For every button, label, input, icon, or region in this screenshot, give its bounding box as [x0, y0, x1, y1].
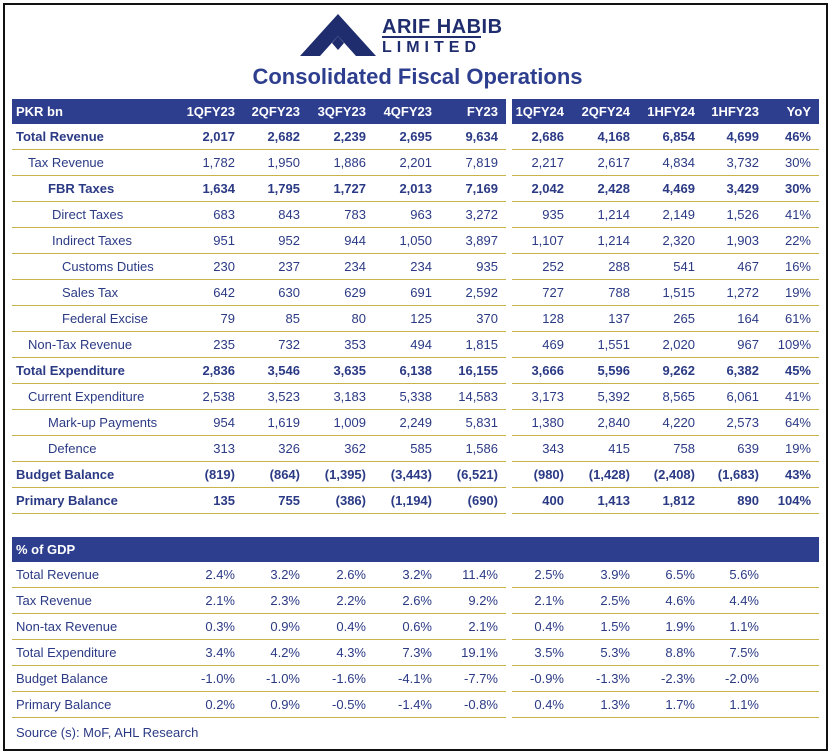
table-cell: 2,239: [308, 124, 374, 150]
table-row: [12, 176, 819, 202]
table-cell: 7.5%: [703, 640, 767, 666]
table-cell: 2,017: [170, 124, 243, 150]
column-header: 1HFY23: [703, 99, 767, 124]
table-cell: 2,428: [572, 176, 638, 202]
row-label: Tax Revenue: [12, 150, 170, 176]
table-header-row: [12, 99, 819, 124]
table-cell: 755: [243, 488, 308, 514]
row-label: FBR Taxes: [12, 176, 170, 202]
table-cell: 16,155: [440, 358, 506, 384]
row-label: Current Expenditure: [12, 384, 170, 410]
table-cell: 3.2%: [243, 562, 308, 588]
table-cell: 7,169: [440, 176, 506, 202]
table-row: [12, 462, 819, 488]
table-cell: 951: [170, 228, 243, 254]
table-cell: 362: [308, 436, 374, 462]
table-cell: 6,382: [703, 358, 767, 384]
row-label: Defence: [12, 436, 170, 462]
table-cell: 353: [308, 332, 374, 358]
table-cell: 164: [703, 306, 767, 332]
row-label: Total Revenue: [12, 562, 170, 588]
table-cell: 467: [703, 254, 767, 280]
table-cell: 1,272: [703, 280, 767, 306]
table-cell: -1.0%: [170, 666, 243, 692]
table-cell: 125: [374, 306, 440, 332]
row-label: Mark-up Payments: [12, 410, 170, 436]
table-cell: 1,886: [308, 150, 374, 176]
table-row: [12, 228, 819, 254]
table-cell: (864): [243, 462, 308, 488]
table-cell: 954: [170, 410, 243, 436]
table-row: [12, 306, 819, 332]
table-cell: 8,565: [638, 384, 703, 410]
table-cell: 1,950: [243, 150, 308, 176]
table-cell: 1.7%: [638, 692, 703, 718]
table-row: [12, 410, 819, 436]
table-cell: 3,173: [512, 384, 572, 410]
table-cell: 843: [243, 202, 308, 228]
table-cell: 1,107: [512, 228, 572, 254]
table-cell: 788: [572, 280, 638, 306]
table-cell: 642: [170, 280, 243, 306]
table-cell: 4.4%: [703, 588, 767, 614]
row-label: Total Revenue: [12, 124, 170, 150]
table-cell: 370: [440, 306, 506, 332]
table-cell: 2.5%: [512, 562, 572, 588]
table-cell: 237: [243, 254, 308, 280]
table-cell: -2.3%: [638, 666, 703, 692]
table-cell: 630: [243, 280, 308, 306]
table-cell: 944: [308, 228, 374, 254]
table-cell: 5.3%: [572, 640, 638, 666]
table-cell: 2,686: [512, 124, 572, 150]
table-cell: 7,819: [440, 150, 506, 176]
table-cell: 9,262: [638, 358, 703, 384]
table-cell: 683: [170, 202, 243, 228]
table-cell: 265: [638, 306, 703, 332]
table-cell: 5,392: [572, 384, 638, 410]
table-cell: 1.3%: [572, 692, 638, 718]
table-cell: 9,634: [440, 124, 506, 150]
fiscal-table-pkr: [12, 99, 819, 514]
table-cell: 1,815: [440, 332, 506, 358]
table-cell: 2,592: [440, 280, 506, 306]
table-cell: 2.6%: [374, 588, 440, 614]
table-cell: 235: [170, 332, 243, 358]
table-cell: 2,695: [374, 124, 440, 150]
table-row: [12, 150, 819, 176]
row-label: Primary Balance: [12, 488, 170, 514]
table-cell: 3.4%: [170, 640, 243, 666]
table-cell: -0.5%: [308, 692, 374, 718]
table-cell: 2.6%: [308, 562, 374, 588]
table-cell: 5,596: [572, 358, 638, 384]
table-cell: 1,050: [374, 228, 440, 254]
table-cell: 967: [703, 332, 767, 358]
table-cell: 963: [374, 202, 440, 228]
table-cell: (980): [512, 462, 572, 488]
table-cell: 3,429: [703, 176, 767, 202]
triangle-logo-icon: [300, 12, 376, 56]
table-cell: 494: [374, 332, 440, 358]
table-cell: 4,699: [703, 124, 767, 150]
table-cell: 64%: [767, 410, 819, 436]
table-cell: 6,138: [374, 358, 440, 384]
table-cell: 326: [243, 436, 308, 462]
table-cell: 1.1%: [703, 692, 767, 718]
table-cell: 1,795: [243, 176, 308, 202]
table-cell: (1,683): [703, 462, 767, 488]
table-cell: 0.3%: [170, 614, 243, 640]
table-cell: (3,443): [374, 462, 440, 488]
table-cell: 2.4%: [170, 562, 243, 588]
table-cell: 43%: [767, 462, 819, 488]
table-cell: 3,183: [308, 384, 374, 410]
table-cell: (386): [308, 488, 374, 514]
table-cell: 541: [638, 254, 703, 280]
row-label: Budget Balance: [12, 666, 170, 692]
table-cell: 109%: [767, 332, 819, 358]
table-cell: 3.2%: [374, 562, 440, 588]
table-cell: -1.4%: [374, 692, 440, 718]
table-cell: 2,201: [374, 150, 440, 176]
table-cell: 41%: [767, 202, 819, 228]
table-cell: 313: [170, 436, 243, 462]
table-cell: -1.6%: [308, 666, 374, 692]
table-cell: 1,586: [440, 436, 506, 462]
table-cell: 4,220: [638, 410, 703, 436]
table-cell: 1,214: [572, 228, 638, 254]
table-cell: 1,515: [638, 280, 703, 306]
table-cell: 0.6%: [374, 614, 440, 640]
row-label: Total Expenditure: [12, 640, 170, 666]
table-cell: 585: [374, 436, 440, 462]
table-cell: [767, 562, 819, 588]
table-cell: 1.1%: [703, 614, 767, 640]
table-cell: 1,727: [308, 176, 374, 202]
table-row: [12, 562, 819, 588]
table-row: [12, 692, 819, 718]
table-cell: 19%: [767, 280, 819, 306]
table-cell: 288: [572, 254, 638, 280]
table-cell: -7.7%: [440, 666, 506, 692]
column-header: 1HFY24: [638, 99, 703, 124]
page-title: Consolidated Fiscal Operations: [252, 64, 583, 89]
table-cell: 5,338: [374, 384, 440, 410]
table-cell: 6,061: [703, 384, 767, 410]
table-cell: (6,521): [440, 462, 506, 488]
table-row: [12, 488, 819, 514]
table-cell: 8.8%: [638, 640, 703, 666]
table-cell: 2.1%: [170, 588, 243, 614]
table-cell: 732: [243, 332, 308, 358]
table-cell: 2.5%: [572, 588, 638, 614]
table-cell: (2,408): [638, 462, 703, 488]
table-cell: [767, 692, 819, 718]
table-cell: 85: [243, 306, 308, 332]
table-cell: 5,831: [440, 410, 506, 436]
table-cell: 2,149: [638, 202, 703, 228]
table-cell: 935: [440, 254, 506, 280]
table-row: [12, 614, 819, 640]
table-cell: 252: [512, 254, 572, 280]
table-cell: 3,523: [243, 384, 308, 410]
table-cell: 79: [170, 306, 243, 332]
column-header: 2QFY23: [243, 99, 308, 124]
table-cell: 400: [512, 488, 572, 514]
table-cell: [767, 640, 819, 666]
table-cell: 6,854: [638, 124, 703, 150]
table-cell: -0.8%: [440, 692, 506, 718]
row-label: Total Expenditure: [12, 358, 170, 384]
table-cell: 30%: [767, 176, 819, 202]
table-cell: 469: [512, 332, 572, 358]
table-cell: 629: [308, 280, 374, 306]
table-cell: 80: [308, 306, 374, 332]
table-cell: 3,635: [308, 358, 374, 384]
table-cell: 2,020: [638, 332, 703, 358]
table-cell: 343: [512, 436, 572, 462]
table-cell: [767, 588, 819, 614]
table-cell: 41%: [767, 384, 819, 410]
table-cell: 1.9%: [638, 614, 703, 640]
table-cell: 727: [512, 280, 572, 306]
row-label: Sales Tax: [12, 280, 170, 306]
column-header: 1QFY24: [512, 99, 572, 124]
table-cell: 0.2%: [170, 692, 243, 718]
column-header: YoY: [767, 99, 819, 124]
column-header: 2QFY24: [572, 99, 638, 124]
row-label: Budget Balance: [12, 462, 170, 488]
table-cell: -0.9%: [512, 666, 572, 692]
table-cell: 0.4%: [512, 614, 572, 640]
table-cell: 46%: [767, 124, 819, 150]
table-cell: 2,013: [374, 176, 440, 202]
table-cell: -1.0%: [243, 666, 308, 692]
table-cell: 2,836: [170, 358, 243, 384]
table-cell: (819): [170, 462, 243, 488]
row-label: Tax Revenue: [12, 588, 170, 614]
table-row: [12, 358, 819, 384]
table-cell: 128: [512, 306, 572, 332]
source-note: Source (s): MoF, AHL Research: [16, 725, 199, 740]
table-cell: 3.5%: [512, 640, 572, 666]
table-cell: 2.1%: [440, 614, 506, 640]
table-cell: (1,395): [308, 462, 374, 488]
table-cell: 2.2%: [308, 588, 374, 614]
table-cell: 2,249: [374, 410, 440, 436]
table-cell: 104%: [767, 488, 819, 514]
table-cell: 4.3%: [308, 640, 374, 666]
table-cell: 5.6%: [703, 562, 767, 588]
table-row: [12, 254, 819, 280]
brand-name: ARIF HABIB: [382, 16, 503, 38]
table-cell: 19.1%: [440, 640, 506, 666]
table-cell: 1,812: [638, 488, 703, 514]
table-cell: 7.3%: [374, 640, 440, 666]
table-cell: 4.2%: [243, 640, 308, 666]
table-cell: 2,617: [572, 150, 638, 176]
table-cell: 415: [572, 436, 638, 462]
column-header: 1QFY23: [170, 99, 243, 124]
table-cell: 1,903: [703, 228, 767, 254]
table-cell: 135: [170, 488, 243, 514]
table-cell: 1,009: [308, 410, 374, 436]
table-cell: 19%: [767, 436, 819, 462]
table-cell: 1,634: [170, 176, 243, 202]
table-cell: 1,619: [243, 410, 308, 436]
table-cell: 1,214: [572, 202, 638, 228]
table-header-row: [12, 537, 819, 562]
table-cell: 1.5%: [572, 614, 638, 640]
table-cell: (690): [440, 488, 506, 514]
table-cell: [767, 614, 819, 640]
table-cell: 11.4%: [440, 562, 506, 588]
table-cell: 4,834: [638, 150, 703, 176]
column-header: 4QFY23: [374, 99, 440, 124]
table-row: [12, 280, 819, 306]
table-cell: 234: [308, 254, 374, 280]
table-cell: 1,526: [703, 202, 767, 228]
table-cell: (1,428): [572, 462, 638, 488]
table-cell: 3,666: [512, 358, 572, 384]
table-row: [12, 666, 819, 692]
table-cell: 1,380: [512, 410, 572, 436]
table-cell: 61%: [767, 306, 819, 332]
table-cell: 2.3%: [243, 588, 308, 614]
brand-logo: [300, 12, 540, 58]
table-row: [12, 640, 819, 666]
table-cell: 16%: [767, 254, 819, 280]
table-cell: 890: [703, 488, 767, 514]
header-label: PKR bn: [12, 99, 170, 124]
table-cell: [767, 666, 819, 692]
table-row: [12, 332, 819, 358]
row-label: Customs Duties: [12, 254, 170, 280]
table-cell: 3.9%: [572, 562, 638, 588]
table-cell: 0.9%: [243, 614, 308, 640]
table-cell: 137: [572, 306, 638, 332]
table-row: [12, 124, 819, 150]
table-cell: 4,168: [572, 124, 638, 150]
row-label: Indirect Taxes: [12, 228, 170, 254]
table-cell: -2.0%: [703, 666, 767, 692]
row-label: Primary Balance: [12, 692, 170, 718]
table-cell: 6.5%: [638, 562, 703, 588]
table-cell: 3,732: [703, 150, 767, 176]
table-cell: 230: [170, 254, 243, 280]
table-row: [12, 436, 819, 462]
table-cell: 3,546: [243, 358, 308, 384]
table-row: [12, 588, 819, 614]
row-label: Non-Tax Revenue: [12, 332, 170, 358]
column-header: 3QFY23: [308, 99, 374, 124]
table-cell: 4.6%: [638, 588, 703, 614]
table-cell: 2,840: [572, 410, 638, 436]
table-cell: 4,469: [638, 176, 703, 202]
table-cell: 2,682: [243, 124, 308, 150]
table-cell: 783: [308, 202, 374, 228]
table-cell: 758: [638, 436, 703, 462]
row-label: Non-tax Revenue: [12, 614, 170, 640]
header-fill: [170, 537, 819, 562]
table-cell: 952: [243, 228, 308, 254]
table-cell: 2.1%: [512, 588, 572, 614]
table-cell: 14,583: [440, 384, 506, 410]
row-label: Direct Taxes: [12, 202, 170, 228]
table-cell: 22%: [767, 228, 819, 254]
table-cell: 234: [374, 254, 440, 280]
table-cell: 0.9%: [243, 692, 308, 718]
table-cell: 0.4%: [512, 692, 572, 718]
table-cell: 0.4%: [308, 614, 374, 640]
fiscal-table-gdp: [12, 537, 819, 718]
header-label: % of GDP: [12, 537, 170, 562]
table-cell: -1.3%: [572, 666, 638, 692]
table-cell: 1,551: [572, 332, 638, 358]
table-cell: 2,538: [170, 384, 243, 410]
row-label: Federal Excise: [12, 306, 170, 332]
table-cell: 2,042: [512, 176, 572, 202]
table-cell: 2,217: [512, 150, 572, 176]
table-cell: 2,573: [703, 410, 767, 436]
brand-subname: LIMITED: [382, 36, 481, 57]
table-cell: 691: [374, 280, 440, 306]
table-cell: 45%: [767, 358, 819, 384]
table-cell: -4.1%: [374, 666, 440, 692]
table-cell: (1,194): [374, 488, 440, 514]
table-cell: 1,413: [572, 488, 638, 514]
table-cell: 2,320: [638, 228, 703, 254]
table-cell: 935: [512, 202, 572, 228]
table-cell: 1,782: [170, 150, 243, 176]
table-cell: 9.2%: [440, 588, 506, 614]
table-cell: 3,897: [440, 228, 506, 254]
table-cell: 639: [703, 436, 767, 462]
column-header: FY23: [440, 99, 506, 124]
table-cell: 3,272: [440, 202, 506, 228]
table-cell: 30%: [767, 150, 819, 176]
table-row: [12, 384, 819, 410]
table-row: [12, 202, 819, 228]
